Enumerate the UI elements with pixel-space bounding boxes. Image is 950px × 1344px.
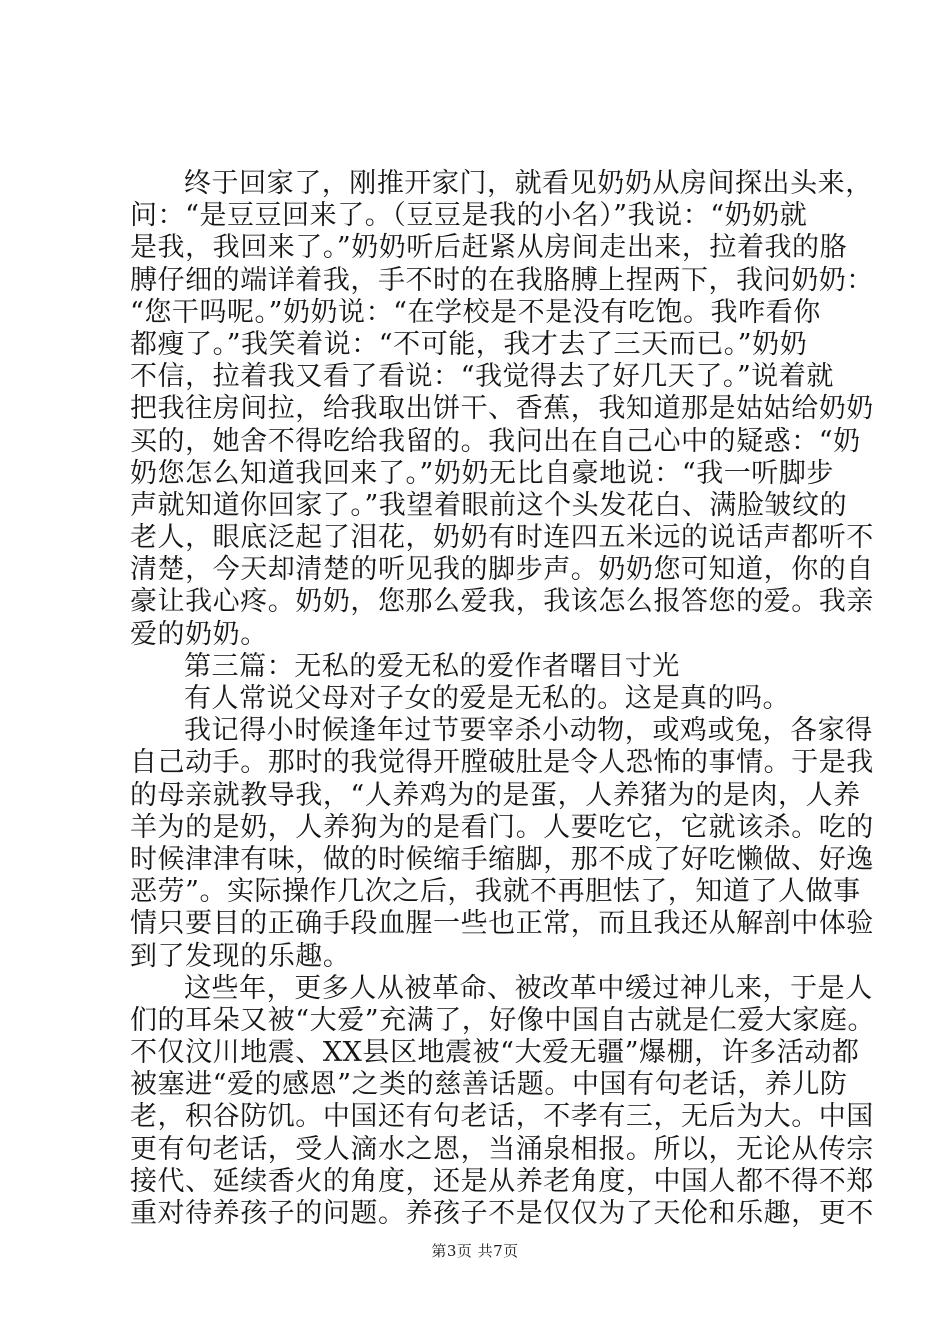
paragraph-line: 们的耳朵又被“大爱”充满了，好像中国自古就是仁爱大家庭。	[130, 1004, 876, 1036]
paragraph-line: 羊为的是奶，人养狗为的是看门。人要吃它，它就该杀。吃的	[130, 811, 874, 843]
paragraph-line: 老人，眼底泛起了泪花，奶奶有时连四五米远的说话声都听不	[130, 522, 874, 554]
paragraph-line: 不仅汶川地震、XX县区地震被“大爱无疆”爆棚，许多活动都	[130, 1037, 860, 1069]
paragraph-line: 接代、延续香火的角度，还是从养老角度，中国人都不得不郑	[130, 1165, 874, 1197]
body-text	[130, 168, 876, 1230]
paragraph-line: 豪让我心疼。奶奶，您那么爱我，我该怎么报答您的爱。我亲	[130, 586, 874, 618]
paragraph-line: 重对待养孩子的问题。养孩子不是仅仅为了天伦和乐趣，更不	[130, 1198, 874, 1229]
paragraph-line: 把我往房间拉，给我取出饼干、香蕉，我知道那是姑姑给奶奶	[130, 393, 874, 425]
paragraph-line: 有人常说父母对子女的爱是无私的。这是真的吗。	[184, 683, 791, 714]
paragraph-line: 自己动手。那时的我觉得开膛破肚是令人恐怖的事情。于是我	[130, 747, 874, 779]
page-number-footer: 第3页 共7页	[431, 1242, 519, 1260]
paragraph-line: 都瘦了。”我笑着说：“不可能，我才去了三天而已。”奶奶	[130, 328, 808, 360]
paragraph-line: “您干吗呢。”奶奶说：“在学校是不是没有吃饱。我咋看你	[130, 296, 821, 328]
paragraph-line: 恶劳”。实际操作几次之后，我就不再胆怯了，知道了人做事	[130, 876, 861, 908]
paragraph-line: 清楚，今天却清楚的听见我的脚步声。奶奶您可知道，你的自	[130, 554, 874, 586]
section-heading: 第三篇：无私的爱无私的爱作者曙目寸光	[184, 650, 680, 682]
paragraph-line: 的母亲就教导我，“人养鸡为的是蛋，人养猪为的是肉，人养	[130, 779, 861, 811]
paragraph-line: 问：“是豆豆回来了。（豆豆是我的小名）”我说：“奶奶就	[130, 200, 808, 232]
paragraph-line: 老，积谷防饥。中国还有句老话，不孝有三，无后为大。中国	[130, 1101, 874, 1133]
paragraph-line: 终于回家了，刚推开家门，就看见奶奶从房间探出头来，	[184, 168, 873, 199]
paragraph-line: 爱的奶奶。	[130, 618, 268, 650]
paragraph-line: 声就知道你回家了。”我望着眼前这个头发花白、满脸皱纹的	[130, 489, 848, 521]
paragraph-line: 膊仔细的端详着我，手不时的在我胳膊上捏两下，我问奶奶：	[130, 264, 874, 296]
paragraph-line: 我记得小时候逢年过节要宰杀小动物，或鸡或兔，各家得	[184, 715, 873, 747]
paragraph-line: 被塞进“爱的感恩”之类的慈善话题。中国有句老话，养儿防	[130, 1069, 848, 1101]
paragraph-line: 情只要目的正确手段血腥一些也正常，而且我还从解剖中体验	[130, 908, 874, 940]
paragraph-line: 更有句老话，受人滴水之恩，当涌泉相报。所以，无论从传宗	[130, 1133, 874, 1165]
paragraph-line: 到了发现的乐趣。	[130, 940, 351, 972]
paragraph-line: 是我，我回来了。”奶奶听后赶紧从房间走出来，拉着我的胳	[130, 232, 848, 264]
paragraph-line: 买的，她舍不得吃给我留的。我问出在自己心中的疑惑：“奶	[130, 425, 861, 457]
paragraph-line: 这些年，更多人从被革命、被改革中缓过神儿来，于是人	[184, 972, 873, 1004]
paragraph-line: 奶您怎么知道我回来了。”奶奶无比自豪地说：“我一听脚步	[130, 457, 834, 489]
paragraph-line: 时候津津有味，做的时候缩手缩脚，那不成了好吃懒做、好逸	[130, 843, 874, 875]
paragraph-line: 不信，拉着我又看了看说：“我觉得去了好几天了。”说着就	[130, 361, 834, 393]
